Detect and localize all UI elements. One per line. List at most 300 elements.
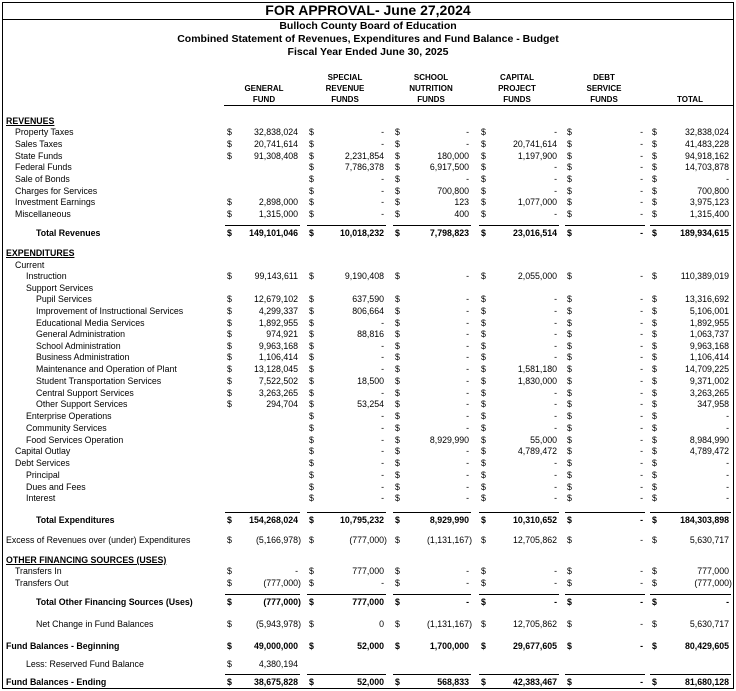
amount-debt-service-funds: -	[640, 364, 643, 374]
dollar-sign: $	[395, 566, 400, 576]
amount-capital-project-funds: 2,055,000	[517, 271, 557, 281]
amount-school-nutrition-funds: -	[466, 388, 469, 398]
dollar-sign: $	[227, 578, 232, 588]
dollar-sign: $	[567, 388, 572, 398]
amount-school-nutrition-funds: -	[466, 318, 469, 328]
dollar-sign: $	[652, 566, 657, 576]
dollar-sign: $	[567, 228, 572, 238]
dollar-sign: $	[309, 411, 314, 421]
amount-general-fund: 99,143,611	[254, 271, 298, 281]
amount-debt-service-funds: -	[640, 352, 643, 362]
dollar-sign: $	[567, 352, 572, 362]
dollar-sign: $	[227, 197, 232, 207]
dollar-sign: $	[652, 209, 657, 219]
amount-capital-project-funds: 42,383,467	[512, 677, 557, 687]
amount-general-fund: 7,522,502	[258, 376, 298, 386]
total-rule	[307, 594, 386, 595]
row-label: Investment Earnings	[15, 197, 96, 207]
total-rule	[393, 674, 471, 675]
dollar-sign: $	[395, 228, 400, 238]
column-header-line: REVENUE	[325, 84, 365, 93]
statement-row	[0, 514, 736, 526]
dollar-sign: $	[652, 318, 657, 328]
amount-capital-project-funds: 23,016,514	[512, 228, 557, 238]
dollar-sign: $	[567, 294, 572, 304]
dollar-sign: $	[227, 352, 232, 362]
dollar-sign: $	[481, 493, 486, 503]
amount-school-nutrition-funds: 180,000	[437, 151, 469, 161]
dollar-sign: $	[395, 493, 400, 503]
amount-total: -	[726, 174, 729, 184]
dollar-sign: $	[652, 399, 657, 409]
dollar-sign: $	[481, 578, 486, 588]
amount-total: 9,963,168	[689, 341, 729, 351]
dollar-sign: $	[652, 677, 657, 687]
amount-school-nutrition-funds: 400	[454, 209, 469, 219]
amount-general-fund: 91,308,408	[253, 151, 298, 161]
amount-debt-service-funds: -	[640, 470, 643, 480]
statement-row	[0, 126, 736, 138]
row-label: REVENUES	[6, 116, 55, 126]
amount-special-revenue-funds: -	[381, 364, 384, 374]
dollar-sign: $	[567, 515, 572, 525]
statement-row	[0, 577, 736, 589]
dollar-sign: $	[395, 470, 400, 480]
amount-school-nutrition-funds: -	[466, 458, 469, 468]
dollar-sign: $	[395, 162, 400, 172]
amount-capital-project-funds: -	[554, 306, 557, 316]
amount-total: 94,918,162	[684, 151, 729, 161]
amount-special-revenue-funds: 88,816	[357, 329, 384, 339]
statement-row	[0, 445, 736, 457]
row-label: Federal Funds	[15, 162, 72, 172]
statement-row	[0, 398, 736, 410]
dollar-sign: $	[227, 341, 232, 351]
dollar-sign: $	[227, 597, 232, 607]
amount-school-nutrition-funds: -	[466, 423, 469, 433]
dollar-sign: $	[309, 318, 314, 328]
dollar-sign: $	[567, 186, 572, 196]
amount-capital-project-funds: -	[554, 566, 557, 576]
dollar-sign: $	[395, 127, 400, 137]
row-label: Property Taxes	[15, 127, 74, 137]
dollar-sign: $	[395, 388, 400, 398]
amount-special-revenue-funds: -	[381, 411, 384, 421]
dollar-sign: $	[481, 388, 486, 398]
dollar-sign: $	[309, 228, 314, 238]
amount-special-revenue-funds: -	[381, 318, 384, 328]
amount-special-revenue-funds: 806,664	[352, 306, 384, 316]
amount-capital-project-funds: 29,677,605	[512, 641, 557, 651]
dollar-sign: $	[567, 209, 572, 219]
column-header-line: FUNDS	[590, 95, 618, 104]
statement-row	[0, 363, 736, 375]
dollar-sign: $	[481, 329, 486, 339]
total-rule	[650, 512, 731, 513]
amount-debt-service-funds: -	[640, 162, 643, 172]
dollar-sign: $	[395, 209, 400, 219]
amount-school-nutrition-funds: -	[466, 139, 469, 149]
amount-special-revenue-funds: (777,000)	[349, 535, 387, 545]
total-rule	[565, 594, 645, 595]
amount-general-fund: 38,675,828	[253, 677, 298, 687]
row-label: Charges for Services	[15, 186, 98, 196]
amount-capital-project-funds: 1,197,900	[517, 151, 557, 161]
approval-banner: FOR APPROVAL- June 27,2024	[2, 2, 734, 20]
row-label: Food Services Operation	[26, 435, 124, 445]
dollar-sign: $	[652, 458, 657, 468]
statement-row	[0, 208, 736, 220]
row-label: Transfers Out	[15, 578, 69, 588]
amount-debt-service-funds: -	[640, 411, 643, 421]
dollar-sign: $	[481, 446, 486, 456]
dollar-sign: $	[309, 470, 314, 480]
amount-school-nutrition-funds: 8,929,990	[429, 515, 469, 525]
amount-total: 4,789,472	[689, 446, 729, 456]
dollar-sign: $	[481, 435, 486, 445]
amount-total: 189,934,615	[680, 228, 729, 238]
dollar-sign: $	[309, 399, 314, 409]
dollar-sign: $	[567, 151, 572, 161]
amount-school-nutrition-funds: -	[466, 493, 469, 503]
amount-school-nutrition-funds: -	[466, 597, 469, 607]
amount-total: 8,984,990	[689, 435, 729, 445]
dollar-sign: $	[652, 578, 657, 588]
dollar-sign: $	[481, 294, 486, 304]
dollar-sign: $	[567, 306, 572, 316]
dollar-sign: $	[481, 619, 486, 629]
amount-debt-service-funds: -	[640, 597, 643, 607]
amount-debt-service-funds: -	[640, 619, 643, 629]
dollar-sign: $	[567, 641, 572, 651]
amount-total: 184,303,898	[680, 515, 729, 525]
amount-capital-project-funds: -	[554, 174, 557, 184]
column-header-school-nutrition-funds	[386, 70, 476, 105]
amount-debt-service-funds: -	[640, 294, 643, 304]
total-rule	[565, 512, 645, 513]
dollar-sign: $	[481, 352, 486, 362]
dollar-sign: $	[309, 162, 314, 172]
amount-special-revenue-funds: -	[381, 458, 384, 468]
amount-general-fund: 2,898,000	[258, 197, 298, 207]
statement-row	[0, 173, 736, 185]
amount-school-nutrition-funds: -	[466, 364, 469, 374]
dollar-sign: $	[652, 597, 657, 607]
amount-school-nutrition-funds: -	[466, 174, 469, 184]
dollar-sign: $	[567, 470, 572, 480]
amount-school-nutrition-funds: 6,917,500	[429, 162, 469, 172]
amount-total: 5,106,001	[689, 306, 729, 316]
dollar-sign: $	[567, 566, 572, 576]
dollar-sign: $	[567, 535, 572, 545]
amount-special-revenue-funds: -	[381, 446, 384, 456]
dollar-sign: $	[309, 566, 314, 576]
dollar-sign: $	[395, 619, 400, 629]
amount-total: 3,263,265	[689, 388, 729, 398]
amount-special-revenue-funds: -	[381, 127, 384, 137]
amount-capital-project-funds: 1,830,000	[517, 376, 557, 386]
dollar-sign: $	[652, 535, 657, 545]
row-label: Improvement of Instructional Services	[36, 306, 184, 316]
amount-debt-service-funds: -	[640, 641, 643, 651]
amount-general-fund: 1,315,000	[258, 209, 298, 219]
amount-special-revenue-funds: -	[381, 352, 384, 362]
dollar-sign: $	[481, 515, 486, 525]
dollar-sign: $	[567, 482, 572, 492]
dollar-sign: $	[481, 271, 486, 281]
column-header-line: FUNDS	[503, 95, 531, 104]
row-label: Interest	[26, 493, 56, 503]
dollar-sign: $	[395, 341, 400, 351]
amount-special-revenue-funds: -	[381, 197, 384, 207]
amount-total: -	[726, 493, 729, 503]
dollar-sign: $	[567, 619, 572, 629]
row-label: Debt Services	[15, 458, 70, 468]
dollar-sign: $	[395, 535, 400, 545]
amount-school-nutrition-funds: 1,700,000	[429, 641, 469, 651]
statement-row	[0, 457, 736, 469]
dollar-sign: $	[481, 458, 486, 468]
dollar-sign: $	[309, 677, 314, 687]
amount-general-fund: 154,268,024	[249, 515, 298, 525]
statement-row	[0, 410, 736, 422]
dollar-sign: $	[481, 641, 486, 651]
amount-capital-project-funds: 20,741,614	[512, 139, 557, 149]
dollar-sign: $	[309, 619, 314, 629]
row-label: Business Administration	[36, 352, 130, 362]
dollar-sign: $	[395, 197, 400, 207]
total-rule	[307, 674, 386, 675]
dollar-sign: $	[309, 197, 314, 207]
amount-school-nutrition-funds: -	[466, 411, 469, 421]
row-label: Enterprise Operations	[26, 411, 112, 421]
dollar-sign: $	[227, 329, 232, 339]
amount-general-fund: (5,166,978)	[256, 535, 301, 545]
dollar-sign: $	[309, 174, 314, 184]
dollar-sign: $	[395, 318, 400, 328]
dollar-sign: $	[395, 435, 400, 445]
statement-row	[0, 534, 736, 546]
dollar-sign: $	[481, 151, 486, 161]
dollar-sign: $	[309, 209, 314, 219]
dollar-sign: $	[652, 306, 657, 316]
dollar-sign: $	[481, 186, 486, 196]
statement-row	[0, 658, 736, 670]
total-rule	[565, 674, 645, 675]
row-label: Dues and Fees	[26, 482, 86, 492]
amount-capital-project-funds: -	[554, 578, 557, 588]
amount-debt-service-funds: -	[640, 271, 643, 281]
amount-general-fund: 294,704	[266, 399, 298, 409]
dollar-sign: $	[567, 677, 572, 687]
dollar-sign: $	[567, 423, 572, 433]
amount-special-revenue-funds: 0	[379, 619, 384, 629]
amount-general-fund: 1,892,955	[258, 318, 298, 328]
row-label: Sale of Bonds	[15, 174, 70, 184]
amount-capital-project-funds: 55,000	[530, 435, 557, 445]
total-rule	[479, 674, 559, 675]
amount-total: -	[726, 423, 729, 433]
amount-debt-service-funds: -	[640, 209, 643, 219]
dollar-sign: $	[652, 139, 657, 149]
dollar-sign: $	[227, 388, 232, 398]
column-header-line: SERVICE	[586, 84, 622, 93]
amount-capital-project-funds: -	[554, 209, 557, 219]
column-header-line: FUNDS	[417, 95, 445, 104]
total-rule	[479, 225, 559, 226]
amount-school-nutrition-funds: -	[466, 127, 469, 137]
statement-row	[0, 328, 736, 340]
amount-capital-project-funds: -	[554, 470, 557, 480]
amount-special-revenue-funds: -	[381, 470, 384, 480]
dollar-sign: $	[567, 162, 572, 172]
amount-capital-project-funds: -	[554, 482, 557, 492]
amount-total: 32,838,024	[684, 127, 729, 137]
row-label: Principal	[26, 470, 60, 480]
amount-debt-service-funds: -	[640, 446, 643, 456]
dollar-sign: $	[395, 458, 400, 468]
row-label: Capital Outlay	[15, 446, 71, 456]
total-rule	[225, 594, 300, 595]
dollar-sign: $	[395, 515, 400, 525]
amount-total: 777,000	[697, 566, 729, 576]
statement-row	[0, 351, 736, 363]
dollar-sign: $	[309, 493, 314, 503]
dollar-sign: $	[567, 399, 572, 409]
statement-row	[0, 469, 736, 481]
amount-total: 5,630,717	[689, 619, 729, 629]
amount-special-revenue-funds: 52,000	[357, 677, 384, 687]
total-rule	[393, 225, 471, 226]
amount-capital-project-funds: -	[554, 411, 557, 421]
dollar-sign: $	[395, 364, 400, 374]
amount-special-revenue-funds: 7,786,378	[344, 162, 384, 172]
row-label: Total Revenues	[36, 228, 101, 238]
dollar-sign: $	[309, 641, 314, 651]
dollar-sign: $	[309, 329, 314, 339]
amount-capital-project-funds: 10,310,652	[512, 515, 557, 525]
dollar-sign: $	[652, 619, 657, 629]
row-label: Other Support Services	[36, 399, 128, 409]
dollar-sign: $	[481, 139, 486, 149]
amount-capital-project-funds: 1,581,180	[517, 364, 557, 374]
dollar-sign: $	[227, 376, 232, 386]
dollar-sign: $	[395, 411, 400, 421]
dollar-sign: $	[309, 578, 314, 588]
dollar-sign: $	[309, 151, 314, 161]
dollar-sign: $	[395, 186, 400, 196]
total-rule	[307, 225, 386, 226]
amount-school-nutrition-funds: -	[466, 376, 469, 386]
amount-special-revenue-funds: 18,500	[357, 376, 384, 386]
amount-debt-service-funds: -	[640, 493, 643, 503]
dollar-sign: $	[567, 139, 572, 149]
dollar-sign: $	[395, 399, 400, 409]
statement-row	[0, 247, 736, 259]
amount-special-revenue-funds: 10,795,232	[339, 515, 384, 525]
amount-school-nutrition-funds: 568,833	[437, 677, 469, 687]
dollar-sign: $	[567, 446, 572, 456]
dollar-sign: $	[652, 482, 657, 492]
amount-capital-project-funds: -	[554, 162, 557, 172]
amount-general-fund: 974,921	[266, 329, 298, 339]
dollar-sign: $	[395, 578, 400, 588]
dollar-sign: $	[227, 139, 232, 149]
dollar-sign: $	[652, 411, 657, 421]
statement-row	[0, 422, 736, 434]
amount-general-fund: 1,106,414	[258, 352, 298, 362]
amount-total: 700,800	[697, 186, 729, 196]
amount-debt-service-funds: -	[640, 151, 643, 161]
dollar-sign: $	[567, 411, 572, 421]
dollar-sign: $	[227, 306, 232, 316]
statement-row	[0, 270, 736, 282]
row-label: Pupil Services	[36, 294, 92, 304]
amount-general-fund: 149,101,046	[249, 228, 298, 238]
dollar-sign: $	[567, 174, 572, 184]
amount-special-revenue-funds: -	[381, 186, 384, 196]
dollar-sign: $	[481, 482, 486, 492]
row-label: Educational Media Services	[36, 318, 145, 328]
dollar-sign: $	[567, 197, 572, 207]
dollar-sign: $	[567, 271, 572, 281]
amount-general-fund: 13,128,045	[253, 364, 298, 374]
dollar-sign: $	[227, 294, 232, 304]
statement-row	[0, 676, 736, 688]
dollar-sign: $	[481, 399, 486, 409]
total-rule	[393, 512, 471, 513]
dollar-sign: $	[481, 566, 486, 576]
amount-special-revenue-funds: -	[381, 423, 384, 433]
total-rule	[650, 225, 731, 226]
amount-school-nutrition-funds: -	[466, 566, 469, 576]
amount-general-fund: 32,838,024	[253, 127, 298, 137]
dollar-sign: $	[309, 458, 314, 468]
amount-special-revenue-funds: -	[381, 435, 384, 445]
column-header-line: CAPITAL	[499, 73, 535, 82]
row-label: Current	[15, 260, 45, 270]
amount-debt-service-funds: -	[640, 127, 643, 137]
dollar-sign: $	[567, 435, 572, 445]
dollar-sign: $	[309, 271, 314, 281]
dollar-sign: $	[227, 318, 232, 328]
dollar-sign: $	[227, 151, 232, 161]
dollar-sign: $	[652, 364, 657, 374]
row-label: OTHER FINANCING SOURCES (USES)	[6, 555, 167, 565]
amount-debt-service-funds: -	[640, 566, 643, 576]
amount-debt-service-funds: -	[640, 376, 643, 386]
amount-general-fund: (777,000)	[263, 578, 301, 588]
dollar-sign: $	[481, 318, 486, 328]
dollar-sign: $	[227, 619, 232, 629]
amount-capital-project-funds: 12,705,862	[512, 535, 557, 545]
amount-total: 80,429,605	[684, 641, 729, 651]
row-label: Total Expenditures	[36, 515, 115, 525]
dollar-sign: $	[395, 423, 400, 433]
dollar-sign: $	[481, 535, 486, 545]
total-rule	[225, 674, 300, 675]
amount-total: 1,315,400	[689, 209, 729, 219]
dollar-sign: $	[481, 597, 486, 607]
statement-row	[0, 640, 736, 652]
amount-school-nutrition-funds: -	[466, 341, 469, 351]
dollar-sign: $	[567, 329, 572, 339]
amount-capital-project-funds: -	[554, 186, 557, 196]
total-rule	[479, 594, 559, 595]
amount-school-nutrition-funds: 123	[454, 197, 469, 207]
dollar-sign: $	[481, 174, 486, 184]
dollar-sign: $	[652, 515, 657, 525]
